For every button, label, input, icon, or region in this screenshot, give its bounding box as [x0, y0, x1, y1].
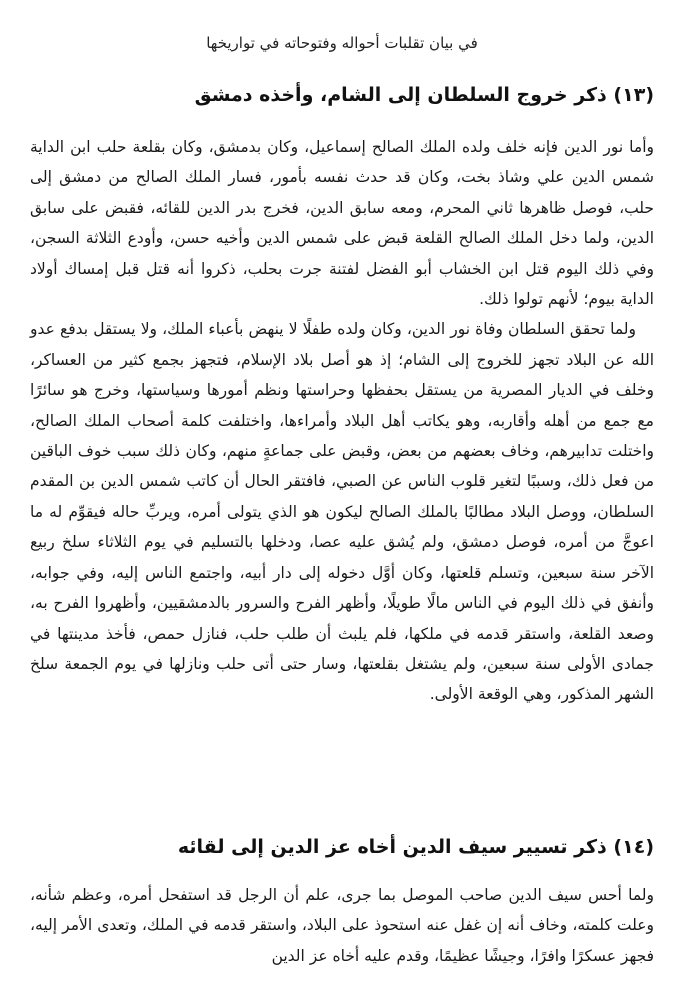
section-14-heading: (١٤) ذكر تسيير سيف الدين أخاه عز الدين إلى لقائه	[177, 836, 654, 858]
paragraph: ولما أحس سيف الدين صاحب الموصل بما جرى، علم أن الرجل قد استفحل أمره، وعظم شأنه، وعلت كلمته، وخاف أنه إن غفل عنه استحوذ على البلاد، واستقر قدمه في الملك، وتعدى الأمر إليه، فجهز عسكرًا وافرًا، وجيشًا عظيمًا، وقدم عليه أخاه عز الدين	[30, 886, 654, 965]
running-header: في بيان تقلبات أحواله وفتوحاته في تواريخها	[206, 34, 478, 52]
paragraph: ولما تحقق السلطان وفاة نور الدين، وكان ولده طفلًا لا ينهض بأعباء الملك، ولا يستقل بدفع عدو الله عن البلاد تجهز للخروج إلى الشام؛ إذ هو أصل بلاد الإسلام، فتجهز بجمع كثير من العساكر، وخلف في الديار المصرية من يستقل بحفظها وحراستها ونظم أمورها وسياستها، وخرج هو سائرًا مع جمع من أهله وأقاربه، وهو يكاتب أهل البلاد وأمراءها، واختلفت كلمة أصحاب الملك الصالح، واختلت تدابيرهم، وخاف بعضهم من بعض، وقبض على جماعةٍ منهم، وكان ذلك سبب خوف الباقين من فعل ذلك، وسببًا لتغير قلوب الناس عن الصبي، فافتقر الحال أن كاتب شمس الدين بن المقدم السلطان، ووصل البلاد مطالبًا بالملك الصالح ليكون هو الذي يتولى أمره، ويربِّ حاله فيقوِّم له ما اعوجَّ من أمره، فوصل دمشق، ولم يُشق عليه عصا، ودخلها بالتسليم في يوم الثلاثاء سلخ ربيع الآخر سنة سبعين، وتسلم قلعتها، وكان أوَّل دخوله إلى دار أبيه، واجتمع الناس إليه، وفي جوابه، وأنفق في ذلك اليوم في الناس مالًا طويلًا، وأظهر الفرح والسرور بالدمشقيين، وأظهروا الفرح به، وصعد القلعة، واستقر قدمه في ملكها، فلم يلبث أن طلب حلب، فنازل حمص، فأخذ مدينتها في جمادى الأولى سنة سبعين، ولم يشتغل بقلعتها، وسار حتى أتى حلب ونازلها في يوم الجمعة سلخ الشهر المذكور، وهي الوقعة الأولى.	[30, 320, 654, 704]
paragraph: وأما نور الدين فإنه خلف ولده الملك الصالح إسماعيل، وكان بدمشق، وكان بقلعة حلب ابن الداية شمس الدين علي وشاذ بخت، وكان قد حدث نفسه بأمور، فسار الملك الصالح من دمشق إلى حلب، فوصل ظاهرها ثاني المحرم، ومعه سابق الدين، فخرج بدر الدين للقائه، فقبض على سابق الدين، ولما دخل الملك الصالح القلعة قبض على شمس الدين وأخيه حسن، وأودع الثلاثة السجن، وفي ذلك اليوم قتل ابن الخشاب أبو الفضل لفتنة جرت بحلب، ذكروا أنه قتل قبل إمساك أولاد الداية بيوم؛ لأنهم تولوا ذلك.	[30, 138, 654, 309]
section-13-body	[30, 132, 654, 710]
section-13-heading: (١٣) ذكر خروج السلطان إلى الشام، وأخذه دمشق	[194, 84, 654, 106]
section-14-body	[30, 880, 654, 971]
